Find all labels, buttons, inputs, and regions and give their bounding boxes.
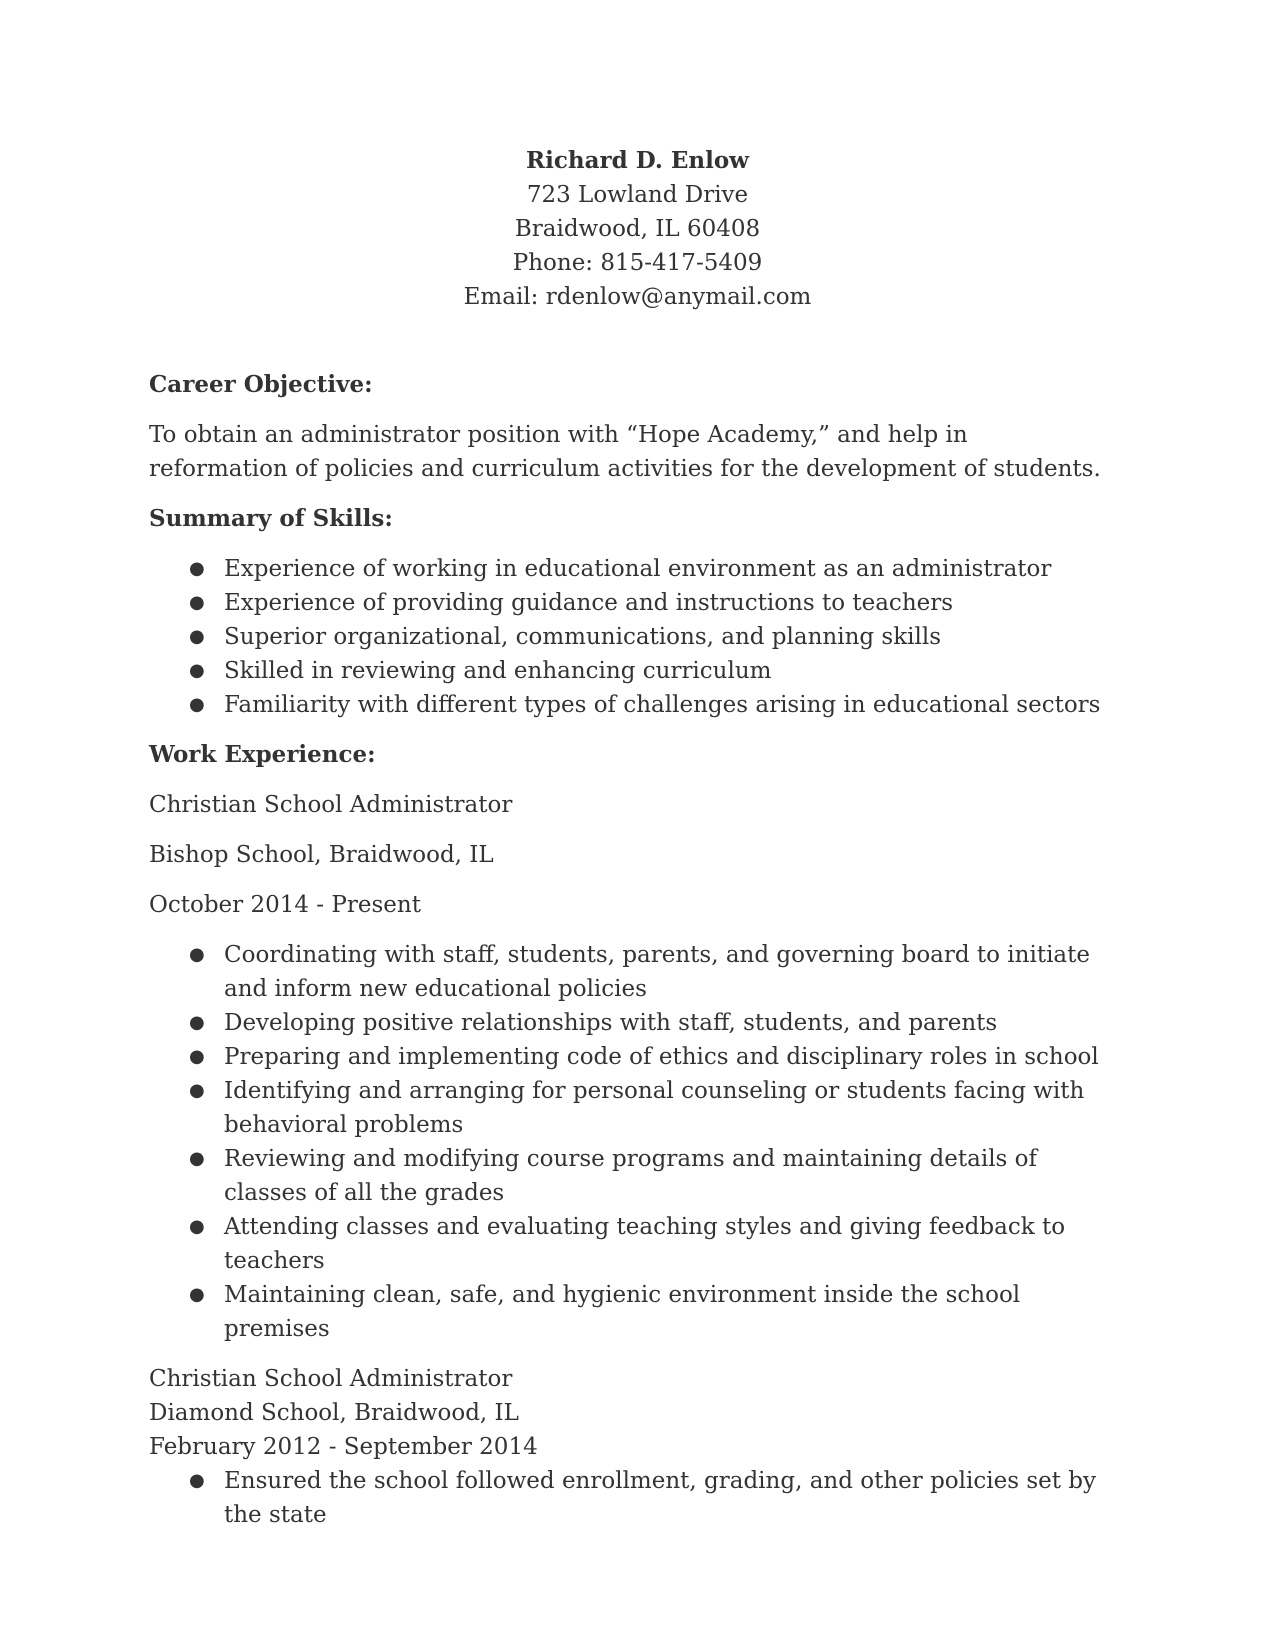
objective-text: To obtain an administrator position with “Hope Academy,” and help in reformation of policies and curriculum activities for the development of students. [149, 422, 1101, 482]
experience-heading: Work Experience: [149, 741, 376, 768]
job-1-duties [149, 938, 1109, 1346]
duty-text: Maintaining clean, safe, and hygienic environment inside the school premises [224, 1282, 1021, 1342]
list-item [149, 654, 1109, 688]
list-item [149, 1142, 1109, 1210]
job-2-title: Christian School Administrator [149, 1366, 513, 1392]
list-item [149, 1464, 1109, 1532]
list-item [149, 1074, 1109, 1142]
bullet-icon: ● [189, 1046, 205, 1067]
list-item [149, 688, 1109, 722]
job-1-employer: Bishop School, Braidwood, IL [149, 842, 494, 868]
job-2-employer: Diamond School, Braidwood, IL [149, 1400, 519, 1426]
email: Email: rdenlow@anymail.com [463, 284, 812, 310]
skill-text: Experience of providing guidance and instructions to teachers [224, 590, 954, 616]
bullet-icon: ● [189, 1080, 205, 1101]
job-2-dates: February 2012 - September 2014 [149, 1434, 538, 1460]
bullet-icon: ● [189, 626, 205, 647]
duty-text: Developing positive relationships with staff, students, and parents [224, 1010, 998, 1036]
bullet-icon: ● [189, 1012, 205, 1033]
list-item [149, 552, 1109, 586]
job-2-duties [149, 1464, 1109, 1532]
list-item [149, 1278, 1109, 1346]
duty-text: Attending classes and evaluating teaching styles and giving feedback to teachers [224, 1214, 1066, 1274]
duty-text: Identifying and arranging for personal counseling or students facing with behavioral problems [224, 1078, 1085, 1138]
job-1-dates: October 2014 - Present [149, 892, 421, 918]
list-item [149, 620, 1109, 654]
bullet-icon: ● [189, 1284, 205, 1305]
list-item [149, 1006, 1109, 1040]
list-item [149, 586, 1109, 620]
duty-text: Coordinating with staff, students, parents, and governing board to initiate and inform new educational policies [224, 942, 1090, 1002]
address-line-2: Braidwood, IL 60408 [514, 216, 761, 242]
bullet-icon: ● [189, 592, 205, 613]
duty-text: Preparing and implementing code of ethics and disciplinary roles in school [224, 1044, 1099, 1070]
bullet-icon: ● [189, 1470, 205, 1491]
skill-text: Superior organizational, communications, and planning skills [224, 624, 942, 650]
skills-heading: Summary of Skills: [149, 505, 393, 532]
skill-text: Familiarity with different types of challenges arising in educational sectors [224, 692, 1101, 718]
skill-text: Skilled in reviewing and enhancing curriculum [224, 658, 772, 684]
phone: Phone: 815-417-5409 [512, 250, 763, 276]
list-item [149, 1040, 1109, 1074]
bullet-icon: ● [189, 1148, 205, 1169]
skills-list [149, 552, 1109, 722]
bullet-icon: ● [189, 660, 205, 681]
objective-heading: Career Objective: [149, 371, 373, 398]
address-line-1: 723 Lowland Drive [526, 182, 749, 208]
bullet-icon: ● [189, 944, 205, 965]
contact-header [0, 144, 1275, 314]
bullet-icon: ● [189, 694, 205, 715]
duty-text: Reviewing and modifying course programs and maintaining details of classes of all the grades [224, 1146, 1038, 1206]
job-1-title: Christian School Administrator [149, 792, 513, 818]
skill-text: Experience of working in educational environment as an administrator [224, 556, 1052, 582]
resume-body [149, 368, 1109, 1548]
list-item [149, 1210, 1109, 1278]
candidate-name: Richard D. Enlow [526, 147, 749, 174]
list-item [149, 938, 1109, 1006]
duty-text: Ensured the school followed enrollment, grading, and other policies set by the state [224, 1468, 1097, 1528]
bullet-icon: ● [189, 1216, 205, 1237]
bullet-icon: ● [189, 558, 205, 579]
